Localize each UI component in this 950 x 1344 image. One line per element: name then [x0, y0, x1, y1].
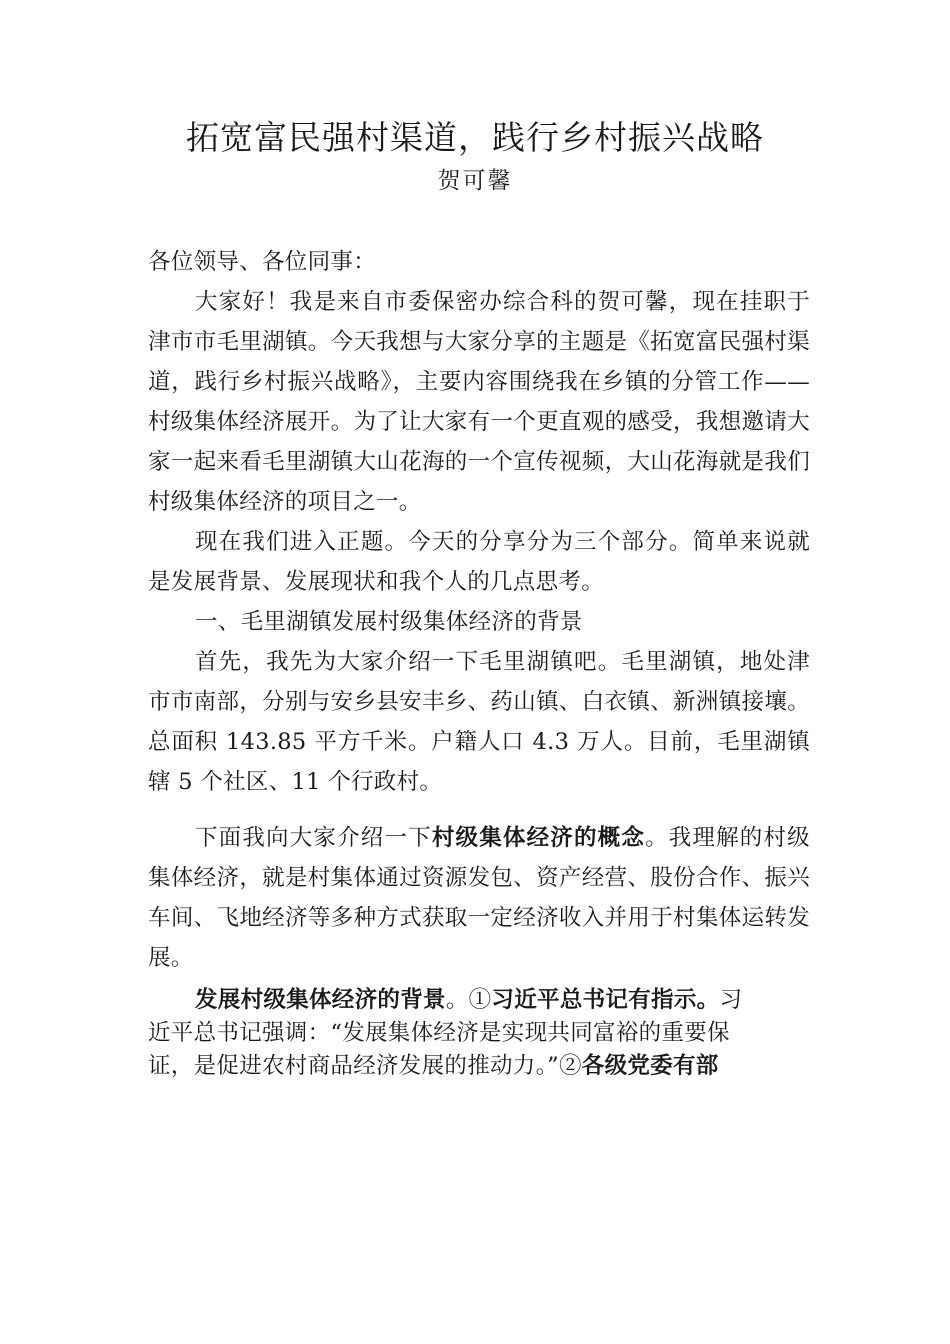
background-heading-bold: 发展村级集体经济的背景 [195, 987, 446, 1013]
background-marker-1: 。① [445, 987, 492, 1013]
paragraph-overview: 现在我们进入正题。今天的分享分为三个部分。简单来说就是发展背景、发展现状和我个人的几点思考。 [148, 529, 810, 595]
document-title: 拓宽富民强村渠道，践行乡村振兴战略 [186, 118, 764, 157]
paragraph-town-intro: 首先，我先为大家介绍一下毛里湖镇吧。毛里湖镇，地处津市市南部，分别与安乡县安丰乡、药山镇、白衣镇、新洲镇接壤。总面积 143.85 平方千米。户籍人口 4.3 万人。目前，毛里湖镇辖 5 个社区、11 个行政村。 [148, 649, 810, 795]
concept-paragraph-block [148, 818, 810, 978]
background-line-2: 近平总书记强调：“发展集体经济是实现共同富裕的重要保 [148, 1020, 730, 1046]
background-line-1-tail: 习 [719, 987, 743, 1013]
document-body [148, 242, 810, 802]
section-heading-1: 一、毛里湖镇发展村级集体经济的背景 [195, 609, 583, 635]
background-line-3-text: 证，是促进农村商品经济发展的推动力。”② [148, 1053, 582, 1079]
greeting: 各位领导、各位同事： [148, 249, 377, 275]
background-line-1 [148, 982, 810, 1014]
concept-lead-text: 下面我向大家介绍一下 [195, 825, 432, 851]
concept-rest-text: 。我理解的村级集体经济，就是村集体通过资源发包、资产经营、股份合作、振兴车间、飞地经济等多种方式获取一定经济收入并用于村集体运转发展。 [148, 825, 810, 971]
background-line-3 [148, 1048, 810, 1080]
background-point-2-bold: 各级党委有部 [581, 1053, 719, 1079]
paragraph-concept [148, 818, 810, 978]
document-author: 贺可馨 [437, 168, 513, 194]
paragraph-intro: 大家好！我是来自市委保密办综合科的贺可馨，现在挂职于津市市毛里湖镇。今天我想与大家分享的主题是《拓宽富民强村渠道，践行乡村振兴战略》，主要内容围绕我在乡镇的分管工作——村级集体经济展开。为了让大家有一个更直观的感受，我想邀请大家一起来看毛里湖镇大山花海的一个宣传视频，大山花海就是我们村级集体经济的项目之一。 [148, 289, 810, 515]
concept-term-bold: 村级集体经济的概念 [431, 825, 646, 851]
background-point-1-bold: 习近平总书记有指示。 [491, 987, 720, 1013]
